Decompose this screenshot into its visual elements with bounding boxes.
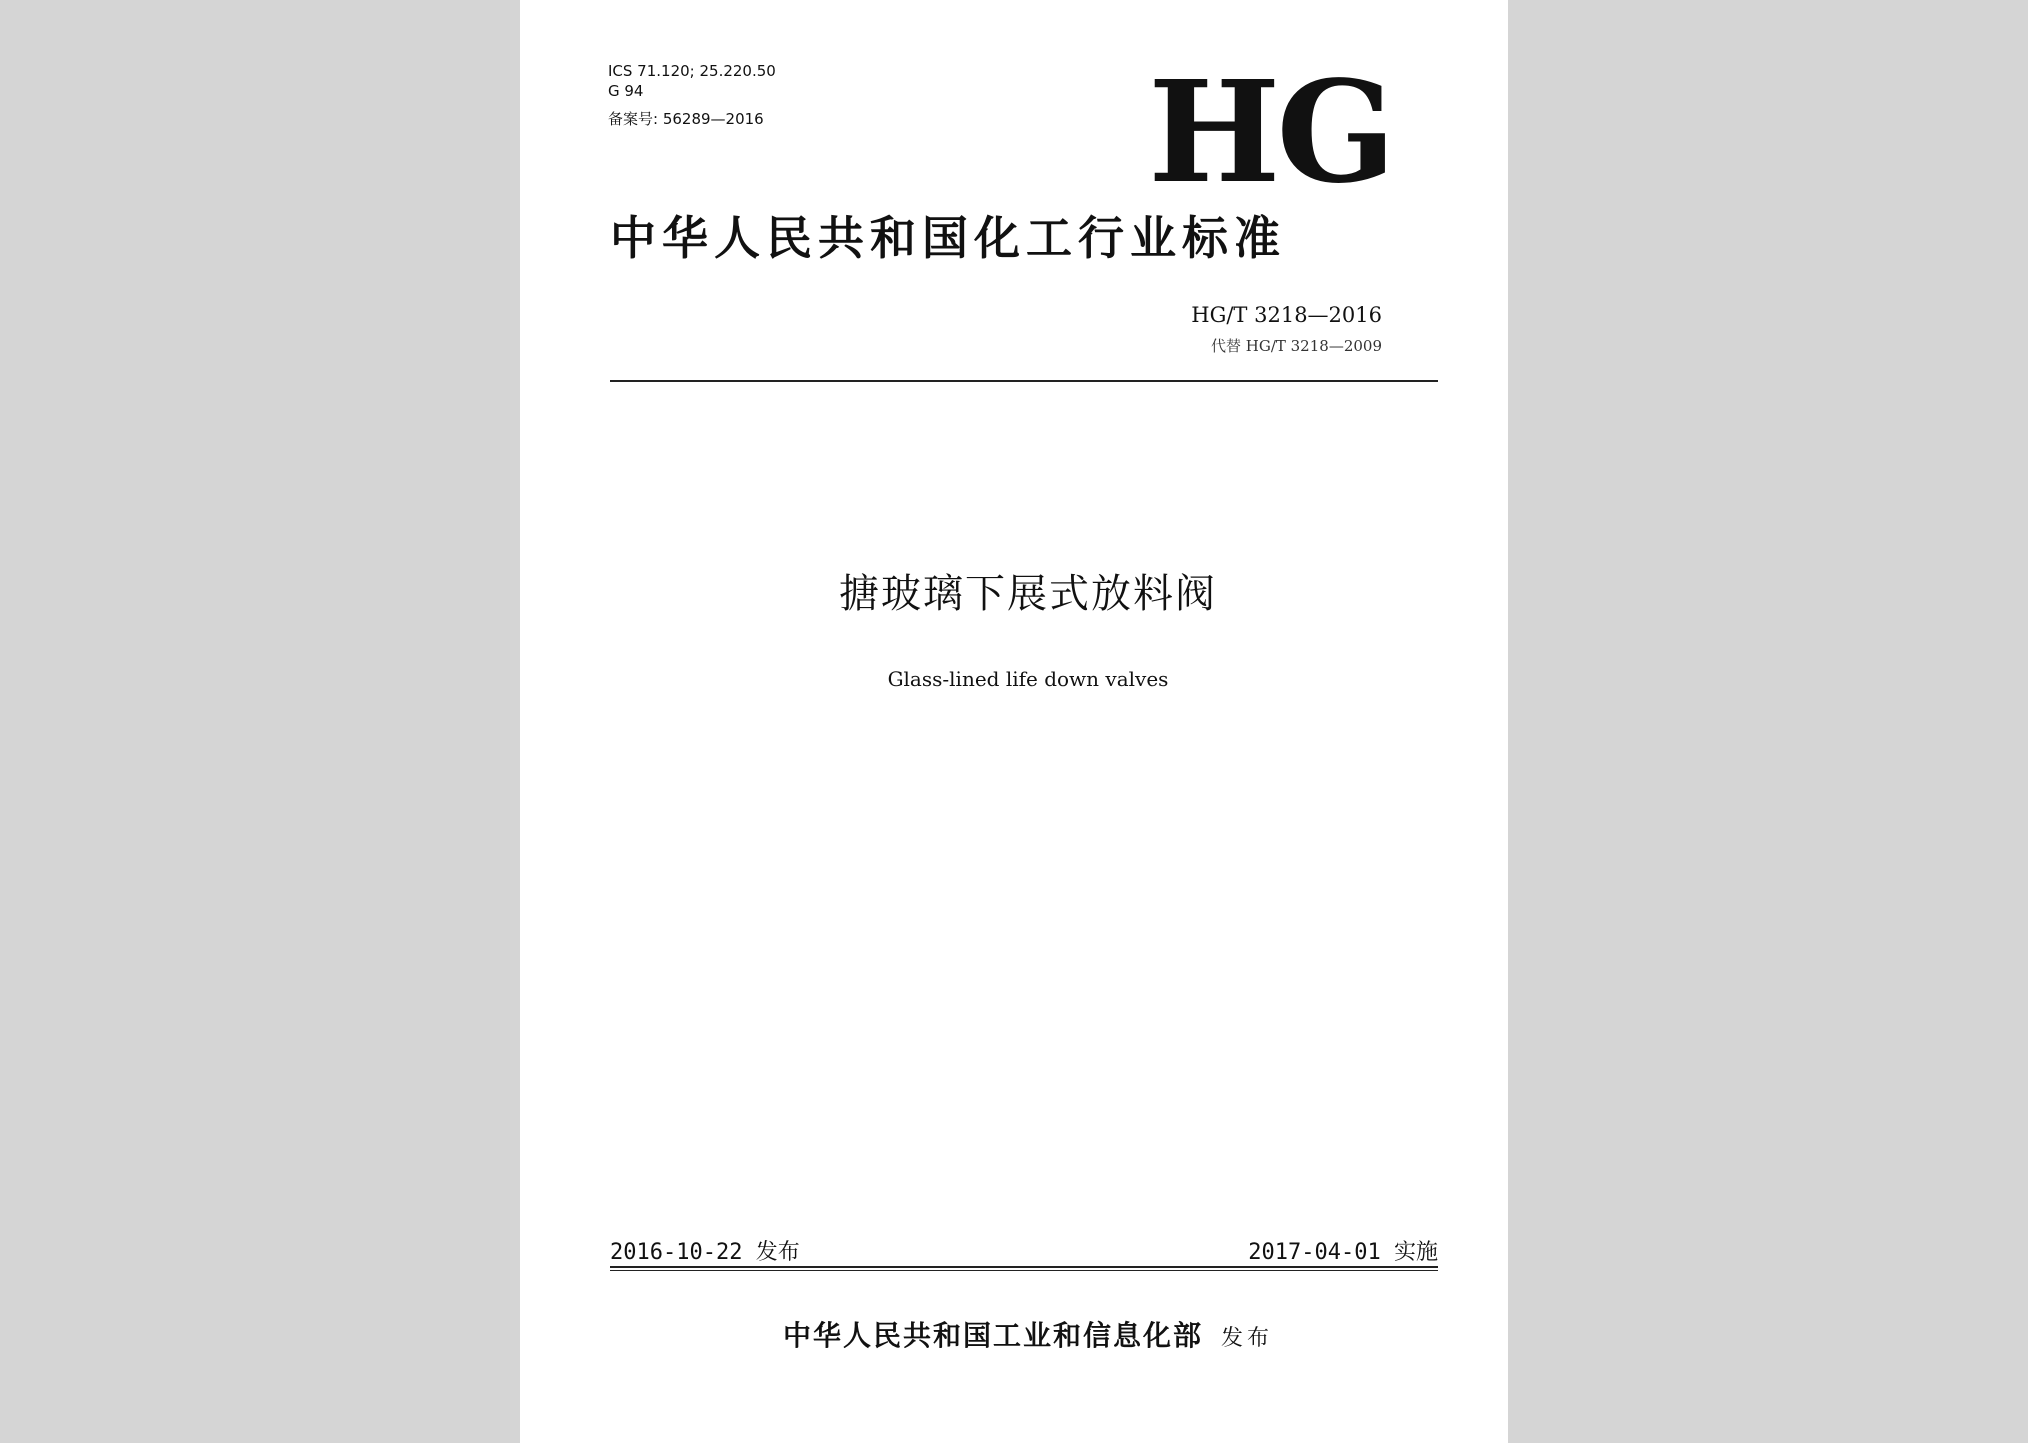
ics-code: ICS 71.120; 25.220.50 <box>608 62 776 80</box>
publisher-action: 发布 <box>1221 1326 1274 1351</box>
footer-divider-thin <box>610 1270 1438 1271</box>
publisher-organization: 中华人民共和国工业和信息化部 <box>782 1319 1203 1352</box>
publisher-line <box>520 1316 1536 1359</box>
document-title-cn: 搪玻璃下展式放料阀 <box>839 571 1217 617</box>
footer-divider <box>610 1266 1438 1268</box>
document-page <box>520 0 1508 1443</box>
standard-number: HG/T 3218—2016 <box>1191 303 1382 327</box>
effective-date: 2017-04-01 实施 <box>1248 1240 1438 1265</box>
hg-logo: HG <box>1148 51 1392 215</box>
standard-category-title: 中华人民共和国化工行业标准 <box>610 211 1286 265</box>
issue-date: 2016-10-22 发布 <box>610 1240 800 1265</box>
document-title-en: Glass-lined life down valves <box>887 667 1169 691</box>
ccs-code: G 94 <box>608 82 644 100</box>
replaces-standard: 代替 HG/T 3218—2009 <box>1210 337 1382 355</box>
header-divider <box>610 380 1438 382</box>
record-number: 备案号: 56289—2016 <box>608 110 764 128</box>
